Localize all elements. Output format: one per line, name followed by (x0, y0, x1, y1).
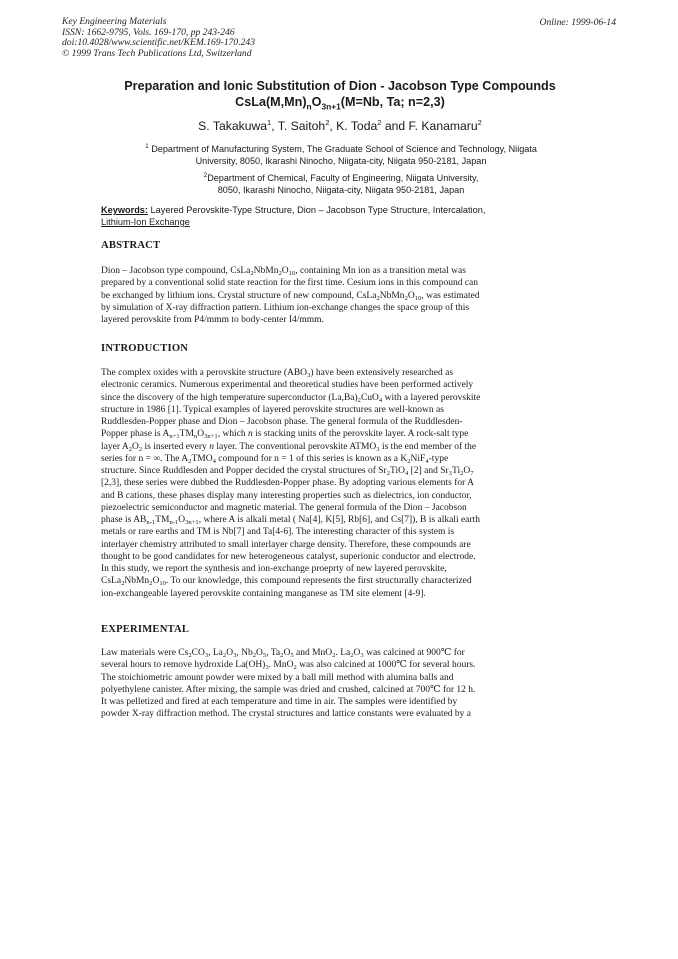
author-list: S. Takakuwa$^1$, T. Saitoh$^2$, K. Toda$^2$ and F. Kanamaru$^2$ (198, 118, 482, 134)
online-date: Online: 1999-06-14 (539, 17, 616, 28)
affiliation-1: $^1$ Department of Manufacturing System, The Graduate School of Science and Technology, Niigata University, 8050, Ikarashi Ninocho, Niigata-city, Niigata 950-2181, Japan (145, 143, 537, 167)
journal-header (62, 17, 255, 59)
introduction-paragraph: The complex oxides with a perovskite structure $(ABO_3)$ have been extensively researched as electronic ceramics. Numerous experimental and theoretical studies have been performed actively since the discovery of the high temperature superconductor $(La,Ba)_2CuO_4$ with a layered perovskite structure in 1986 [1]. Typical examples of layered perovskite structures are well-known as Ruddlesden-Popper phase and Dion – Jacobson phase. The general formula of the Ruddlesden- Popper phase is $A_{n+1}TM_nO_{3n+1}$, which n is stacking units of the perovskite layer. A rock-salt type layer $A_2O_2$ is inserted every n layer. The conventional perovskite $ATMO_3$ is the end member of the series for n = ∞. The $A_2TMO_4$ compound for n = 1 of this series is known as a $K_2NiF_4$-type structure. Since Ruddlesden and Popper decided the crystal structures of $Sr_2TiO_4$ [2] and $Sr_3Ti_2O_7$ [2,3], these series were dubbed the Ruddlesden-Popper phase. By adopting various elements for A and B cations, these phases display many interesting properties such as dielectrics, ion conductor, piezoelectric semiconductor and magnetic material. The general formula of the Dion – Jacobson phase is $AB_{n-1}TM_{n-1}O_{3n+1}$, where A is alkali metal ( Na[4], K[5], Rb[6], and Cs[7]), B is alkali earth metals or rare earths and TM is Nb[7] and Ta[4-6]. The interesting character of this system is interlayer chemistry attributed to small interlayer charge density. Therefore, these compounds are thought to be good candidates for new heterogeneous catalyst, superionic conductor and electrode. In this study, we report the synthesis and ion-exchange proeprty of new layered perovskite, $CsLa_2NbMn_2O_{10}$. To our knowledge, this compound represents the first structurally characterized ion-exchangeable layered perovskite containing manganese as TM site element [4-9]. (101, 368, 481, 599)
author-2: T. Saitoh$^2$ (277, 118, 330, 134)
experimental-heading: EXPERIMENTAL (101, 624, 190, 635)
paper-title (70, 79, 610, 115)
title-line-2: $CsLa(M,Mn)_nO_{3n+1}(M=Nb$, Ta; n=2,3) (235, 94, 445, 112)
affiliation-2: $^2$Department of Chemical, Faculty of Engineering, Niigata University, 8050, Ikarashi Ninocho, Niigata-city, Niigata 950-2181, Japan (203, 172, 479, 196)
keywords (101, 205, 581, 229)
author-3: K. Toda$^2$ (336, 118, 382, 134)
author-4: and F. Kanamaru$^2$ (384, 118, 482, 134)
keywords-text: Layered Perovskite-Type Structure, Dion – Jacobson Type Structure, Intercalation, (150, 205, 486, 215)
keywords-label: Keywords: (101, 205, 148, 215)
keywords-tail: Lithium-Ion Exchange (101, 216, 190, 227)
issn-line: ISSN: 1662-9795, Vols. 169-170, pp 243-246 (62, 26, 235, 38)
experimental-paragraph: Law materials were $Cs_2CO_3$, $La_2O_3$, $Nb_2O_5$, $Ta_2O_5$ and MnO$_2$. $La_2O_3$ was calcined at 900℃ for several hours to remove hydroxide $La(OH)_3$. MnO$_2$ was also calcined at 1000℃ for several hours. The stoichiometric amount powder were mixed by a ball mill method with alumina balls and polyethylene canister. After mixing, the sample was dried and crushed, calcined at 700℃ for 12 h. It was pelletized and fired at each temperature and time in air. The samples were identified by powder X-ray diffraction method. The crystal structures and lattice constants were evaluated by a (101, 648, 476, 720)
introduction-heading: INTRODUCTION (101, 343, 189, 354)
title-line-1: Preparation and Ionic Substitution of Dion - Jacobson Type Compounds (124, 79, 556, 93)
abstract-paragraph: Dion – Jacobson type compound, $CsLa_2NbMn_2O_{10}$, containing Mn ion as a transition metal was prepared by a conventional solid state reaction for the first time. Cesium ions in this compound can be exchanged by lithium ions. Crystal structure of new compound, $CsLa_2NbMn_2O_{10}$, was estimated by simulation of X-ray diffraction pattern. Lithium ion-exchange changes the space group of this layered perovskite from P4/mmm to body-center I4/mmm. (101, 266, 480, 325)
doi-line[interactable]: doi:10.4028/www.scientific.net/KEM.169-170.243 (62, 37, 256, 49)
copyright-line: © 1999 Trans Tech Publications Ltd, Switzerland (62, 47, 252, 59)
author-1: S. Takakuwa$^1$ (198, 118, 272, 134)
journal-name: Key Engineering Materials (62, 16, 167, 27)
abstract-heading: ABSTRACT (101, 240, 161, 251)
